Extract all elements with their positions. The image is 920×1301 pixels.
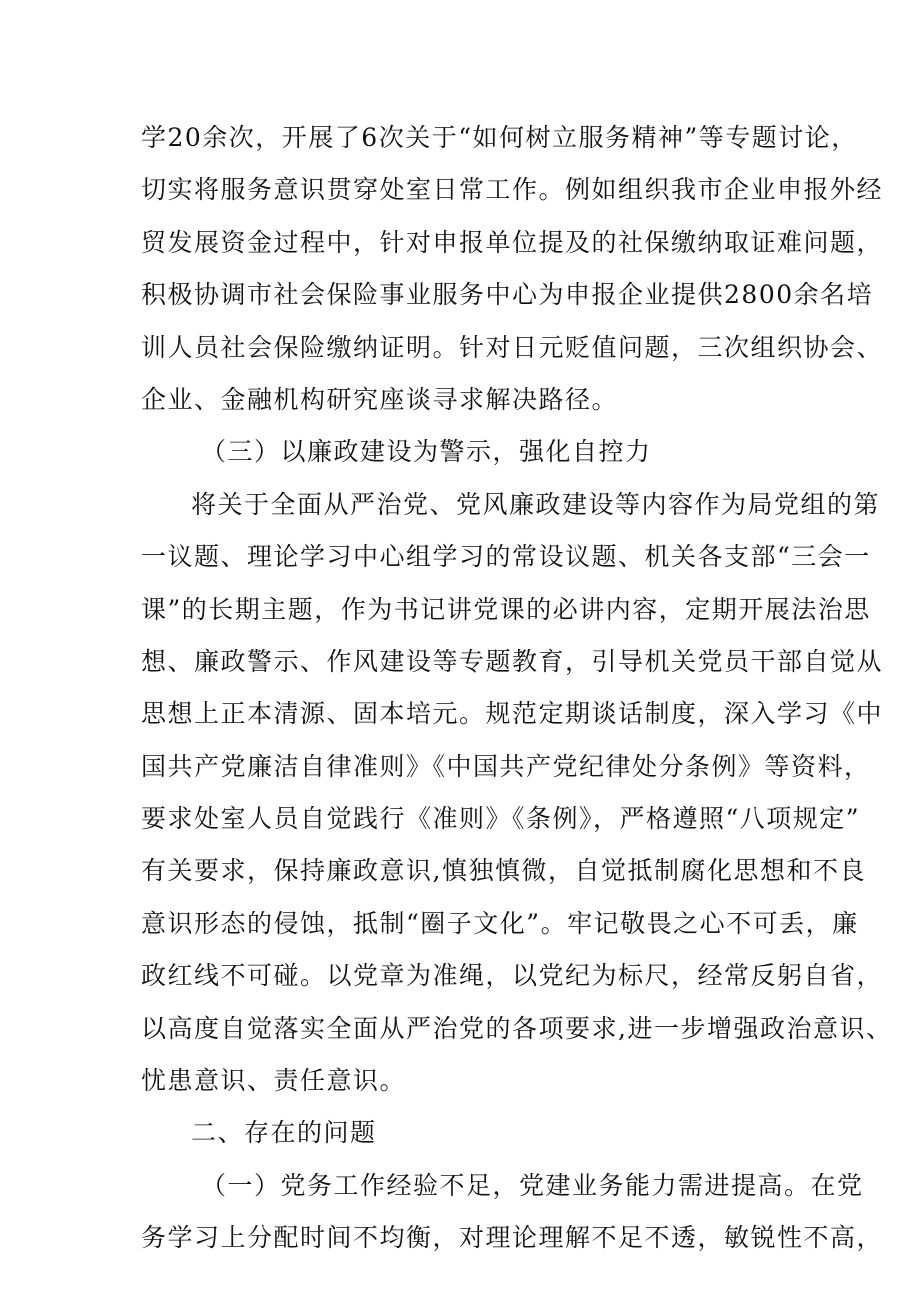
body-line: 积极协调市社会保险事业服务中心为申报企业提供2800余名培 [141,280,874,310]
body-line: 要求处室人员自觉践行《准则》《条例》，严格遵照“八项规定” [141,804,861,834]
body-line: 以高度自觉落实全面从严治党的各项要求,进一步增强政治意识、 [141,1013,893,1043]
body-line: 想、廉政警示、作风建设等专题教育，引导机关党员干部自觉从 [141,646,884,676]
body-line: 国共产党廉洁自律准则》《中国共产党纪律处分条例》等资料， [141,751,871,781]
body-line: 思想上正本清源、固本培元。规范定期谈话制度，深入学习《中 [141,699,884,729]
body-line: 学20余次，开展了6次关于“如何树立服务精神”等专题讨论， [141,123,858,152]
body-line: 贸发展资金过程中，针对申报单位提及的社保缴纳取证难问题， [141,227,884,257]
chapter-heading: 二、存在的问题 [191,1118,377,1148]
body-line: 切实将服务意识贯穿处室日常工作。例如组织我市企业申报外经 [141,175,884,205]
body-line: 课”的长期主题，作为书记讲党课的必讲内容，定期开展法治思 [141,594,871,624]
body-line: 务学习上分配时间不均衡，对理论理解不足不透，敏锐性不高， [141,1223,884,1253]
subsection-heading: （一）党务工作经验不足，党建业务能力需进提高。在党 [201,1170,864,1200]
document-body [141,112,893,1265]
section-heading: （三）以廉政建设为警示，强化自控力 [201,437,652,467]
body-line: 训人员社会保险缴纳证明。针对日元贬值问题，三次组织协会、 [141,332,884,362]
body-line: 意识形态的侵蚀，抵制“圈子文化”。牢记敬畏之心不可丢，廉 [141,908,859,938]
body-line: 忧患意识、责任意识。 [141,1066,407,1096]
body-line: 有关要求，保持廉政意识,慎独慎微，自觉抵制腐化思想和不良 [141,856,866,886]
body-line: 一议题、理论学习中心组学习的常设议题、机关各支部“三会一 [141,542,871,572]
body-line: 企业、金融机构研究座谈寻求解决路径。 [141,384,619,414]
body-line: 将关于全面从严治党、党风廉政建设等内容作为局党组的第 [191,489,881,519]
body-line: 政红线不可碰。以党章为准绳，以党纪为标尺，经常反躬自省， [141,961,884,991]
